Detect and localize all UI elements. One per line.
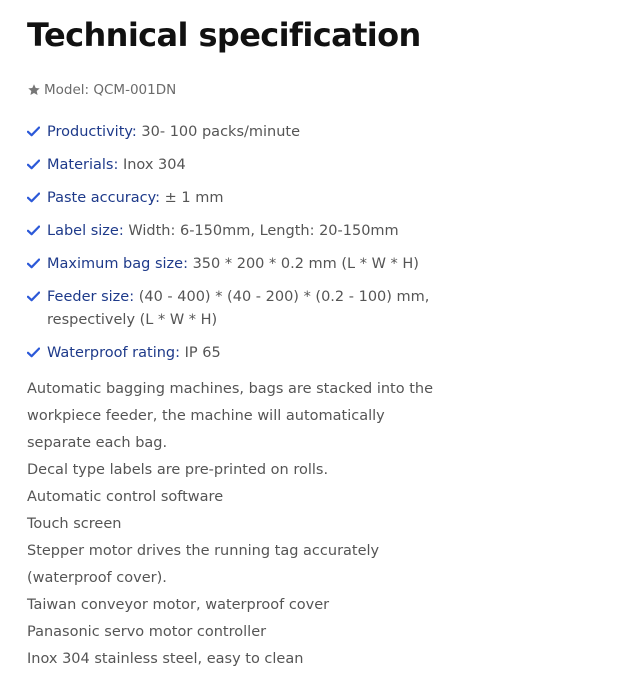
spec-value: ± 1 mm: [160, 190, 224, 206]
spec-item-waterproof-rating: [27, 342, 467, 365]
model-line: [27, 82, 176, 98]
spec-value: (40 - 400) * (40 - 200) * (0.2 - 100) mm, respectively (L * W * H): [47, 289, 430, 328]
description-line: Taiwan conveyor motor, waterproof cover: [27, 597, 330, 613]
spec-label: Feeder size:: [47, 289, 135, 305]
star-icon: [27, 83, 41, 97]
description-line: Touch screen: [27, 516, 122, 532]
description: [27, 376, 447, 673]
spec-value: 350 * 200 * 0.2 mm (L * W * H): [187, 256, 419, 272]
check-icon: [27, 258, 40, 269]
model-text: Model: QCM-001DN: [44, 82, 177, 98]
spec-label: Waterproof rating:: [47, 345, 181, 361]
spec-label: Materials:: [47, 157, 119, 173]
check-icon: [27, 225, 40, 236]
spec-item-feeder-size: [27, 286, 467, 332]
spec-value: Width: 6-150mm, Length: 20-150mm: [123, 223, 399, 239]
description-line: Automatic control software: [27, 489, 224, 505]
description-line: Panasonic servo motor controller: [27, 624, 267, 640]
check-icon: [27, 126, 40, 137]
check-icon: [27, 291, 40, 302]
description-line: Stepper motor drives the running tag accurately (waterproof cover).: [27, 543, 380, 586]
spec-value: 30- 100 packs/minute: [136, 124, 301, 140]
check-icon: [27, 192, 40, 203]
description-line: Automatic bagging machines, bags are stacked into the workpiece feeder, the machine will automatically separate each bag.: [27, 381, 433, 451]
spec-value: Inox 304: [118, 157, 186, 173]
description-line: Decal type labels are pre-printed on rolls.: [27, 462, 329, 478]
spec-label: Productivity:: [47, 124, 137, 140]
spec-item-materials: [27, 154, 467, 177]
check-icon: [27, 347, 40, 358]
spec-item-paste-accuracy: [27, 187, 467, 210]
spec-label: Paste accuracy:: [47, 190, 160, 206]
description-line: Inox 304 stainless steel, easy to clean: [27, 651, 304, 667]
spec-item-label-size: [27, 220, 467, 243]
check-icon: [27, 159, 40, 170]
spec-label: Label size:: [47, 223, 124, 239]
spec-item-max-bag-size: [27, 253, 467, 276]
spec-list: [27, 121, 467, 375]
spec-item-productivity: [27, 121, 467, 144]
page-title: Technical specification: [27, 16, 421, 54]
spec-value: IP 65: [180, 345, 221, 361]
spec-label: Maximum bag size:: [47, 256, 188, 272]
